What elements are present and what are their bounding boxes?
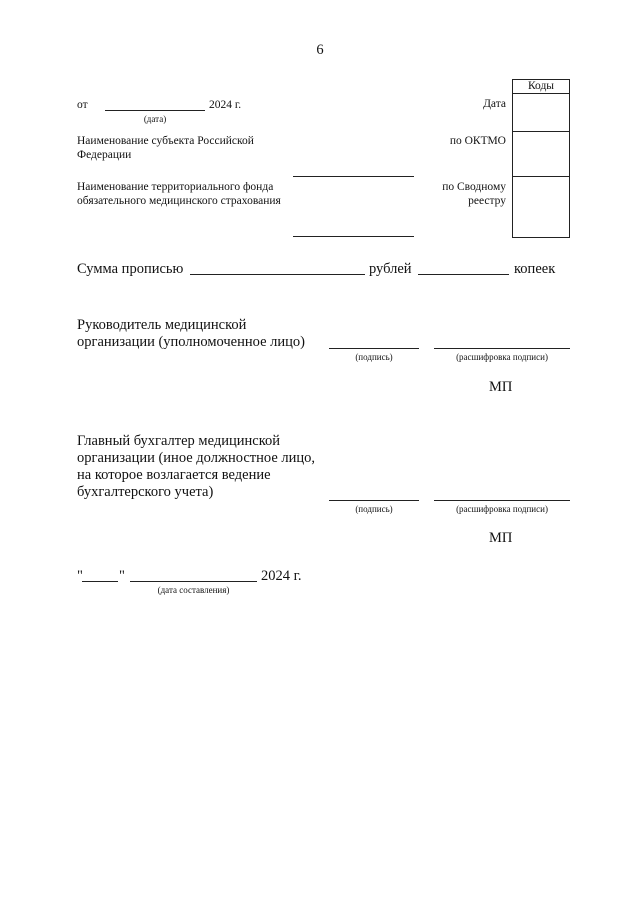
compile-date-hint: (дата составления)	[157, 585, 230, 595]
code-cell-registry[interactable]	[512, 176, 570, 238]
date-hint: (дата)	[143, 114, 167, 124]
accountant-decode-line[interactable]	[434, 500, 570, 501]
accountant-stamp: МП	[489, 530, 513, 546]
sum-rubles-line[interactable]	[190, 274, 365, 275]
codes-header-cell	[512, 79, 570, 94]
day-field-line[interactable]	[82, 581, 118, 582]
accountant-title: Главный бухгалтер медицинской организации (иное должностное лицо, на которое возлагается ведение бухгалтерского учета)	[77, 433, 316, 500]
head-stamp: МП	[489, 379, 513, 395]
from-label: от	[77, 99, 88, 111]
code-cell-date[interactable]	[512, 93, 570, 132]
accountant-decode-hint: (расшифровка подписи)	[456, 504, 548, 514]
code-cell-oktmo[interactable]	[512, 131, 570, 177]
compile-year-label: 2024 г.	[261, 568, 302, 584]
subject-label: Наименование субъекта Российской Федерации	[77, 135, 254, 161]
head-decode-hint: (расшифровка подписи)	[456, 352, 548, 362]
oktmo-label: по ОКТМО	[449, 135, 506, 147]
day-quote-open: "	[77, 568, 83, 584]
year-label: 2024 г.	[209, 99, 242, 111]
sum-prefix: Сумма прописью	[77, 261, 184, 277]
registry-label: по Сводному реестру	[442, 181, 506, 207]
subject-field-line[interactable]	[293, 176, 414, 177]
sum-rubles-label: рублей	[369, 261, 412, 277]
page-number: 6	[316, 42, 324, 58]
accountant-signature-hint: (подпись)	[355, 504, 393, 514]
head-decode-line[interactable]	[434, 348, 570, 349]
sum-kopecks-line[interactable]	[418, 274, 509, 275]
head-signature-hint: (подпись)	[355, 352, 393, 362]
day-quote-close: "	[119, 568, 125, 584]
codes-header: Коды	[527, 80, 555, 92]
head-signature-line[interactable]	[329, 348, 419, 349]
date-field-line[interactable]	[105, 110, 205, 111]
sum-kopecks-label: копеек	[514, 261, 556, 277]
fund-field-line[interactable]	[293, 236, 414, 237]
month-field-line[interactable]	[130, 581, 257, 582]
date-code-label: Дата	[483, 98, 506, 110]
fund-label: Наименование территориального фонда обязательного медицинского страхования	[77, 181, 281, 207]
accountant-signature-line[interactable]	[329, 500, 419, 501]
head-title: Руководитель медицинской организации (уполномоченное лицо)	[77, 317, 305, 350]
